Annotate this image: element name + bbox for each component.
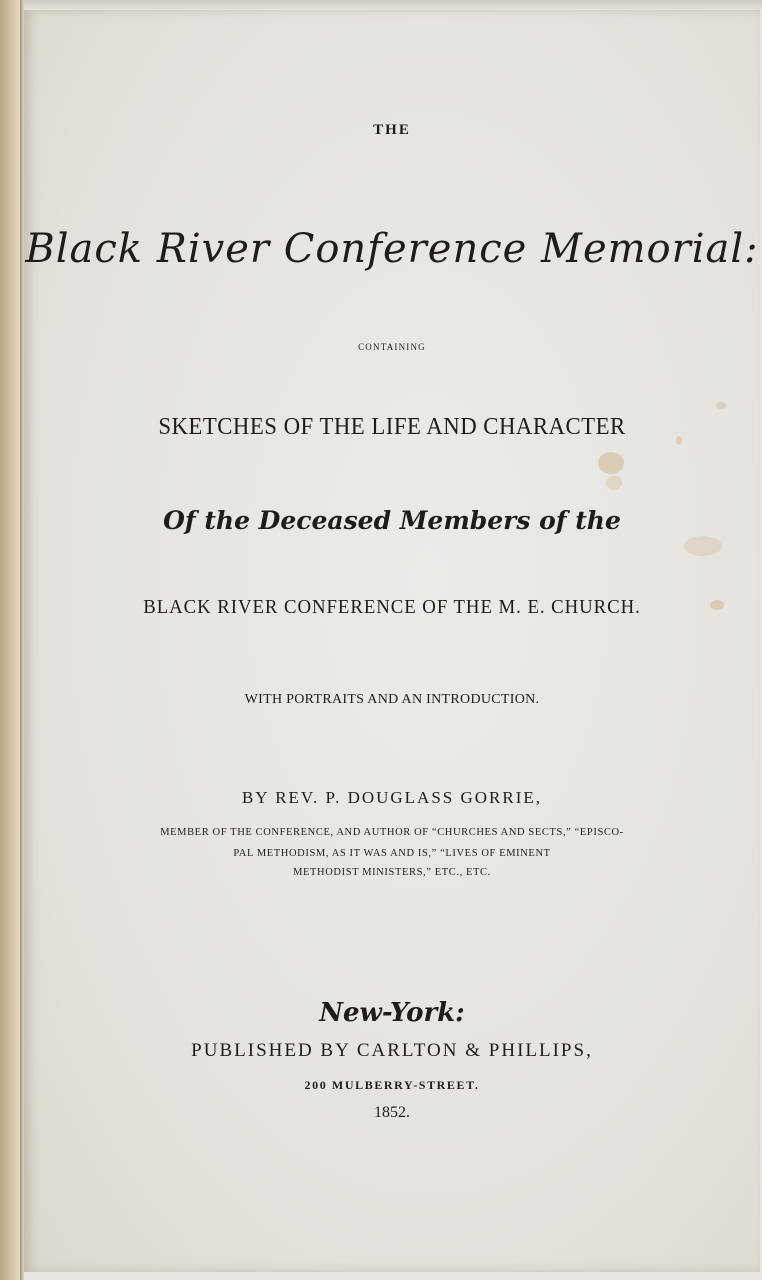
- subtitle-deceased: Of the Deceased Members of the: [163, 506, 621, 535]
- foxing-stain: [606, 476, 622, 490]
- conference-name: BLACK RIVER CONFERENCE OF THE M. E. CHURCH.: [143, 596, 641, 618]
- imprint-place: New-York:: [319, 998, 465, 1028]
- publication-year: 1852.: [374, 1104, 410, 1121]
- foxing-stain: [684, 536, 722, 556]
- the-heading: THE: [373, 122, 411, 138]
- foxing-stain: [598, 452, 624, 474]
- foxing-stain: [716, 402, 726, 409]
- author-note-line-3: METHODIST MINISTERS,” ETC., ETC.: [293, 867, 491, 878]
- main-title: Black River Conference Memorial:: [25, 226, 759, 272]
- publisher-line: PUBLISHED BY CARLTON & PHILLIPS,: [191, 1040, 593, 1061]
- author-note-line-1: MEMBER OF THE CONFERENCE, AND AUTHOR OF “CHURCHES AND SECTS,” “EPISCO-: [160, 827, 624, 838]
- subtitle-sketches: SKETCHES OF THE LIFE AND CHARACTER: [158, 414, 626, 440]
- author-note-line-2: PAL METHODISM, AS IT WAS AND IS,” “LIVES OF EMINENT: [233, 848, 551, 859]
- author-line: BY REV. P. DOUGLASS GORRIE,: [241, 788, 543, 807]
- containing-label: CONTAINING: [358, 342, 426, 352]
- portraits-note: WITH PORTRAITS AND AN INTRODUCTION.: [244, 692, 540, 707]
- book-spine: [0, 0, 22, 1280]
- publisher-address: 200 MULBERRY-STREET.: [304, 1078, 480, 1092]
